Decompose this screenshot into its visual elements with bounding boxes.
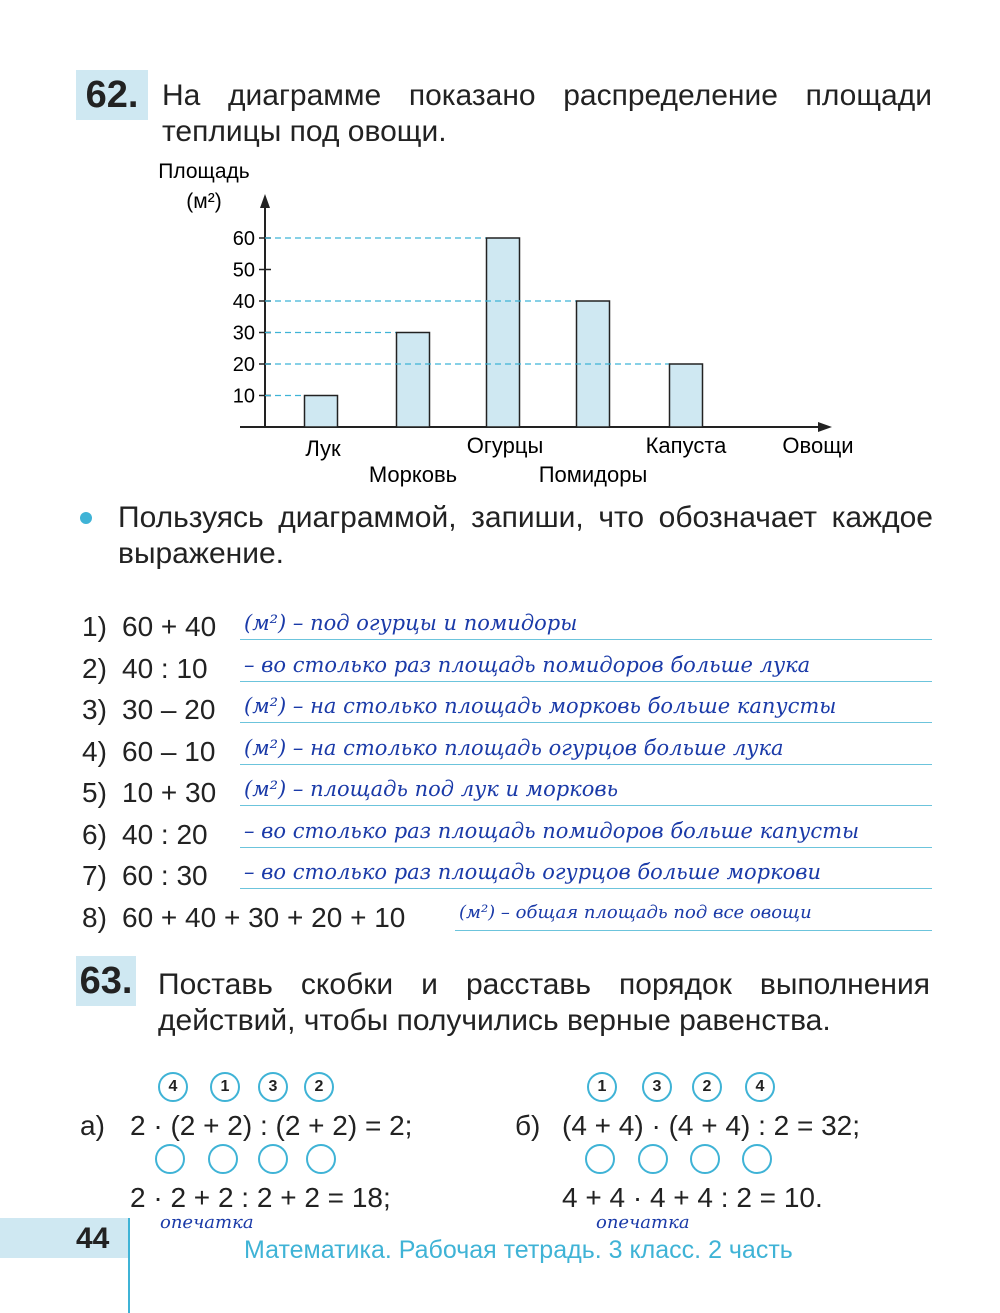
y-axis-label: Площадь xyxy=(158,160,250,183)
expression-row xyxy=(82,811,208,851)
expression-text: 30 – 20 xyxy=(122,694,216,725)
expression-number: 6) xyxy=(82,818,107,850)
empty-circle[interactable] xyxy=(208,1144,238,1174)
equation-a1: 2 · (2 + 2) : (2 + 2) = 2; xyxy=(130,1110,413,1141)
expression-row xyxy=(82,686,215,726)
order-circle: 1 xyxy=(587,1072,617,1102)
empty-circle[interactable] xyxy=(258,1144,288,1174)
bullet-icon xyxy=(80,512,92,524)
handwritten-answer: – во столько раз площадь помидоров больше лука xyxy=(244,652,811,677)
empty-circle[interactable] xyxy=(638,1144,668,1174)
y-tick-label: 40 xyxy=(232,291,255,313)
category-label: Капуста xyxy=(645,433,727,458)
expression-number: 3) xyxy=(82,694,107,725)
equation-b2: 4 + 4 · 4 + 4 : 2 = 10. xyxy=(562,1182,823,1213)
category-label: Морковь xyxy=(368,462,458,487)
x-axis-label: Овощи xyxy=(782,433,854,458)
handwritten-answer: (м²) – площадь под лук и морковь xyxy=(244,777,619,801)
expression-text: 10 + 30 xyxy=(122,777,217,808)
note-a: опечатка xyxy=(160,1212,254,1233)
expression-number: 8) xyxy=(82,901,107,933)
handwritten-answer: (м²) – под огурцы и помидоры xyxy=(244,611,578,635)
instruction-text: Пользуясь диаграммой, запиши, что обозначает каждое выражение. xyxy=(118,501,933,570)
order-circle: 4 xyxy=(158,1072,188,1102)
category-label: Помидоры xyxy=(538,462,648,487)
x-axis-arrow-icon xyxy=(818,422,832,432)
expression-text: 60 + 40 xyxy=(122,611,217,642)
page-number: 44 xyxy=(76,1222,110,1255)
expression-row xyxy=(82,769,216,809)
handwritten-answer: – во столько раз площадь огурцов больше моркови xyxy=(244,860,822,884)
handwritten-answer: (м²) – на столько площадь морковь больше капусты xyxy=(244,694,837,718)
order-circle: 2 xyxy=(304,1072,334,1102)
empty-circle[interactable] xyxy=(690,1144,720,1174)
bar-Лук xyxy=(305,396,338,428)
expression-text: 60 + 40 + 30 + 20 + 10 xyxy=(122,901,406,933)
expression-row xyxy=(82,894,405,934)
order-circle: 1 xyxy=(210,1072,240,1102)
expression-number: 7) xyxy=(82,860,107,891)
order-circle: 3 xyxy=(258,1072,288,1102)
empty-circle[interactable] xyxy=(585,1144,615,1174)
task-63-number: 63. xyxy=(76,956,136,1006)
order-circle: 3 xyxy=(642,1072,672,1102)
equation-a2: 2 · 2 + 2 : 2 + 2 = 18; xyxy=(130,1182,391,1213)
empty-circle[interactable] xyxy=(155,1144,185,1174)
task-62-number: 62. xyxy=(76,70,148,120)
order-circle: 4 xyxy=(745,1072,775,1102)
bar-Помидоры xyxy=(577,301,610,427)
order-circle: 2 xyxy=(692,1072,722,1102)
bar-chart xyxy=(0,150,1000,495)
book-title: Математика. Рабочая тетрадь. 3 класс. 2 часть xyxy=(244,1236,793,1264)
category-label: Лук xyxy=(305,436,341,461)
y-tick-label: 60 xyxy=(232,228,255,250)
answer-line xyxy=(455,930,932,931)
expression-row xyxy=(82,603,216,643)
y-tick-label: 10 xyxy=(232,385,255,408)
expression-row xyxy=(82,645,208,685)
label-a: а) xyxy=(80,1110,105,1141)
y-tick-label: 20 xyxy=(232,354,255,376)
y-axis-unit: (м²) xyxy=(186,190,222,213)
answer-line xyxy=(240,847,932,848)
expression-text: 60 – 10 xyxy=(122,735,216,767)
answer-line xyxy=(240,681,932,682)
answer-line xyxy=(240,639,932,640)
bar-Капуста xyxy=(670,364,703,427)
label-b: б) xyxy=(515,1110,541,1141)
handwritten-answer: (м²) – общая площадь под все овощи xyxy=(459,901,812,923)
footer-vertical-line xyxy=(128,1218,130,1313)
expression-text: 40 : 20 xyxy=(122,818,208,850)
note-b: опечатка xyxy=(596,1212,690,1233)
category-label: Огурцы xyxy=(466,433,544,458)
expression-number: 1) xyxy=(82,611,107,642)
bar-Огурцы xyxy=(487,238,520,427)
expression-number: 2) xyxy=(82,652,107,684)
y-tick-label: 50 xyxy=(232,259,255,282)
answer-line xyxy=(240,805,932,806)
handwritten-answer: (м²) – на столько площадь огурцов больше лука xyxy=(244,735,784,760)
y-tick-label: 30 xyxy=(232,322,255,345)
expression-number: 4) xyxy=(82,735,107,767)
expression-row xyxy=(82,728,215,768)
expression-text: 60 : 30 xyxy=(122,860,208,891)
answer-line xyxy=(240,888,932,889)
expression-text: 40 : 10 xyxy=(122,652,208,684)
empty-circle[interactable] xyxy=(306,1144,336,1174)
task-62-text: На диаграмме показано распределение площади теплицы под овощи. xyxy=(162,79,932,148)
answer-line xyxy=(240,764,932,765)
answer-line xyxy=(240,722,932,723)
task-63-text: Поставь скобки и расставь порядок выполнения действий, чтобы получились верные равенства. xyxy=(158,968,930,1037)
y-axis-arrow-icon xyxy=(260,194,270,208)
empty-circle[interactable] xyxy=(742,1144,772,1174)
equation-b1: (4 + 4) · (4 + 4) : 2 = 32; xyxy=(562,1110,861,1141)
expression-number: 5) xyxy=(82,777,107,808)
handwritten-answer: – во столько раз площадь помидоров больше капусты xyxy=(244,818,860,843)
bar-Морковь xyxy=(397,333,430,428)
expression-row xyxy=(82,852,208,892)
